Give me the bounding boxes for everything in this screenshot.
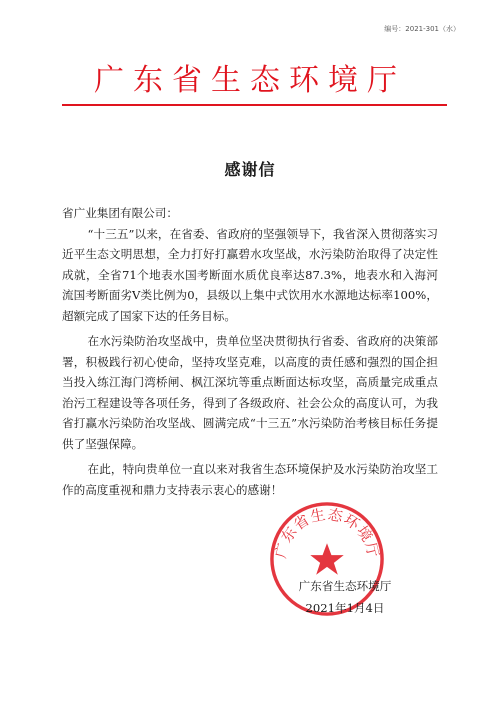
letter-date: 2021年1月4日 [305, 601, 385, 615]
signatory: 广东省生态环境厅 [298, 579, 392, 593]
document-number: 编号：2021-301（水） [384, 25, 460, 33]
paragraph-3: 在此，特向贵单位一直以来对我省生态环境保护及水污染防治攻坚工作的高度重视和鼎力支持表示衷心的感谢！ [62, 462, 438, 497]
letterhead-divider [62, 104, 447, 106]
seal-star [310, 543, 343, 574]
letterhead-title: 广东省生态环境厅 [94, 63, 406, 98]
letter-title: 感谢信 [224, 160, 276, 179]
paragraph-2: 在水污染防治攻坚战中，贵单位坚决贯彻执行省委、省政府的决策部署，积极践行初心使命，坚持攻坚克难，以高度的责任感和强烈的国企担当投入练江海门湾桥闸、枫江深坑等重点断面达标攻坚，高质量完成重点治污工程建设等各项任务，得到了各级政府、社会公众的高度认可，为我省打赢水污染防治攻坚战、圆满完成“十三五”水污染防治考核目标任务提供了坚强保障。 [62, 334, 438, 451]
seal-text: 广东省生态环境厅 [272, 506, 382, 560]
salutation: 省广业集团有限公司： [62, 206, 178, 220]
signature-block [270, 575, 420, 619]
paragraph-1: “十三五”以来，在省委、省政府的坚强领导下，我省深入贯彻落实习近平生态文明思想，全力打好打赢碧水攻坚战，水污染防治取得了决定性成就，全省71个地表水国考断面水质优良率达87.3%，地表水和入海河流国考断面劣V类比例为0，县级以上集中式饮用水水源地达标率100%，超额完成了国家下达的任务目标。 [62, 226, 438, 323]
letter-body [62, 203, 438, 500]
